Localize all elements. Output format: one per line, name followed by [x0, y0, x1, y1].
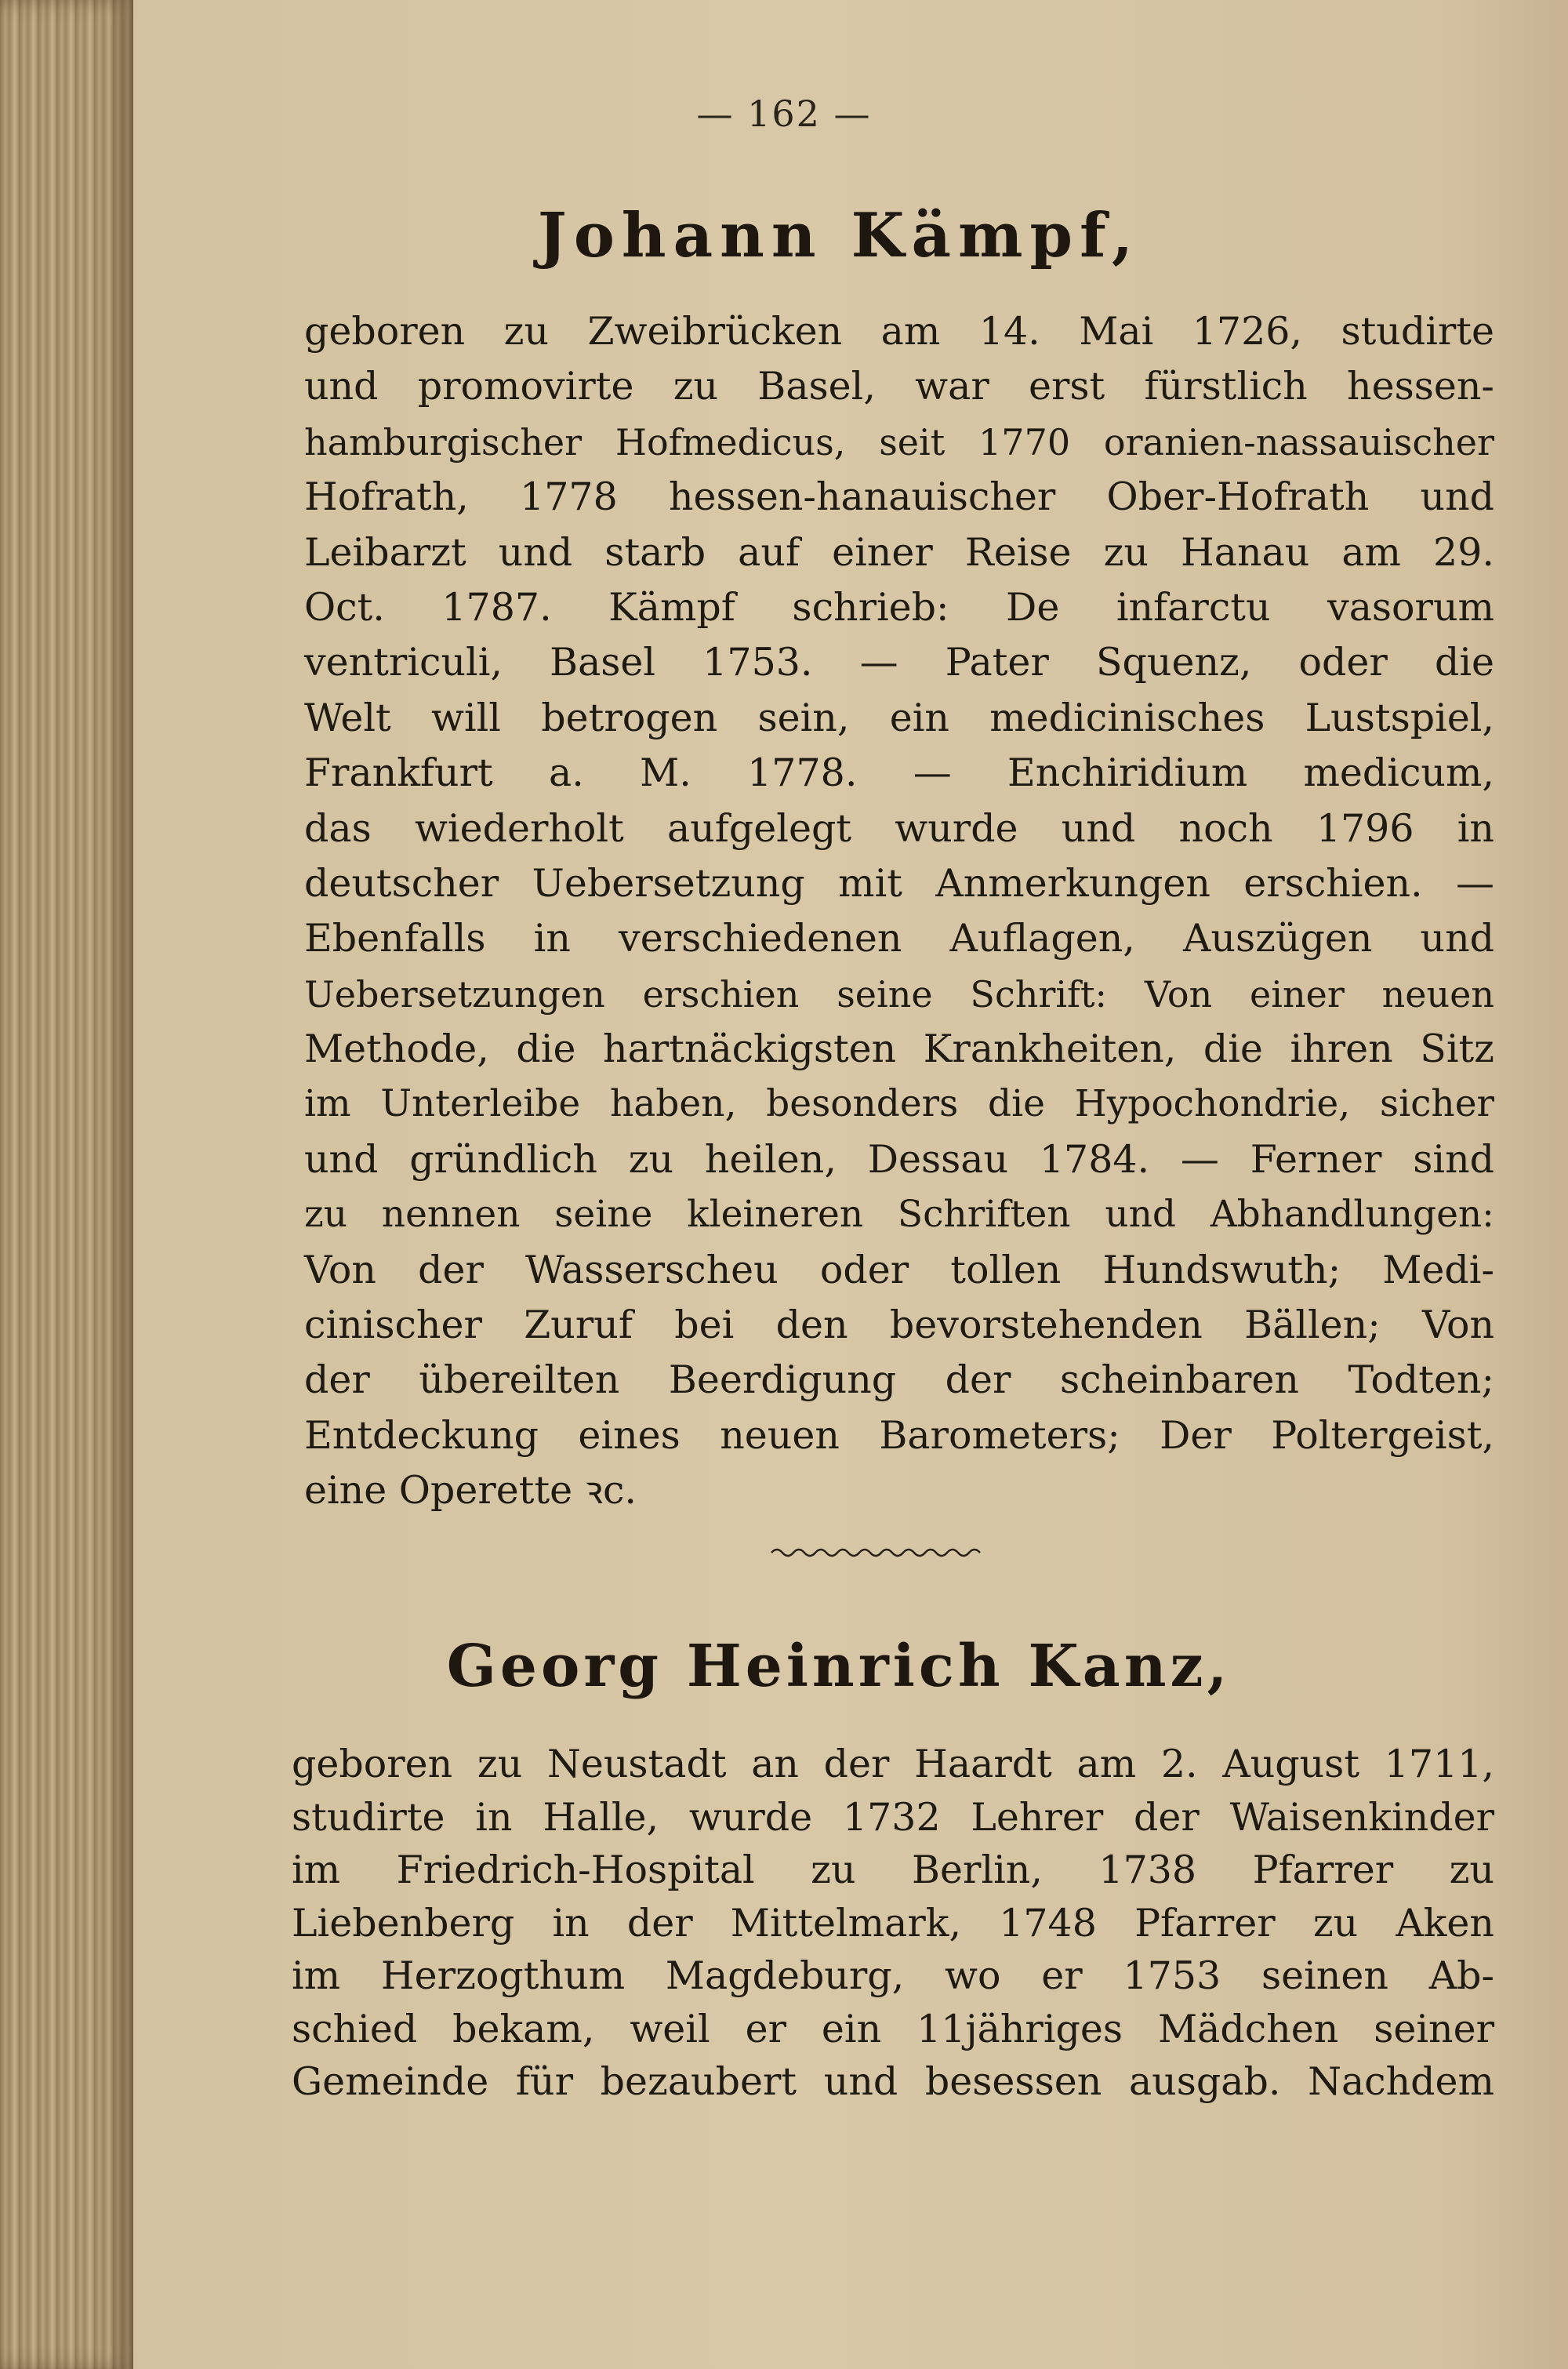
- entry-title-kaempf: Johann Kämpf,: [537, 200, 1141, 271]
- text-line: deutscher Uebersetzung mit Anmerkungen erschien. —: [304, 860, 1494, 906]
- entry-body-kaempf: [304, 304, 1494, 1519]
- text-line: Gemeinde für bezaubert und besessen ausgab. Nachdem: [292, 2059, 1494, 2104]
- text-line: zu nennen seine kleineren Schriften und Abhandlungen:: [304, 1193, 1494, 1237]
- text-line: Welt will betrogen sein, ein medicinisches Lustspiel,: [304, 695, 1494, 740]
- text-line: cinischer Zuruf bei den bevorstehenden Bällen; Von: [304, 1303, 1494, 1348]
- text-line: im Friedrich-Hospital zu Berlin, 1738 Pfarrer zu: [292, 1848, 1494, 1892]
- book-binding-edge: [0, 0, 133, 2369]
- entry-title-kanz: Georg Heinrich Kanz,: [446, 1633, 1232, 1700]
- text-line: und promovirte zu Basel, war erst fürstlich hessen-: [304, 364, 1494, 409]
- text-line: Ebenfalls in verschiedenen Auflagen, Auszügen und: [304, 916, 1494, 961]
- text-line: Leibarzt und starb auf einer Reise zu Hanau am 29.: [304, 529, 1494, 575]
- text-line: Liebenberg in der Mittelmark, 1748 Pfarrer zu Aken: [292, 1900, 1494, 1946]
- text-line: im Unterleibe haben, besonders die Hypochondrie, sicher: [304, 1082, 1494, 1126]
- text-line: Entdeckung eines neuen Barometers; Der Poltergeist,: [304, 1412, 1494, 1458]
- page-number: — 162 —: [696, 93, 872, 135]
- section-divider-ornament: [768, 1543, 988, 1562]
- text-line: Von der Wasserscheu oder tollen Hundswuth; Medi-: [304, 1247, 1494, 1292]
- text-line: eine Operette ꝛc.: [304, 1468, 637, 1513]
- text-line: im Herzogthum Magdeburg, wo er 1753 seinen Ab-: [292, 1953, 1494, 1998]
- text-line: Methode, die hartnäckigsten Krankheiten, die ihren Sitz: [304, 1026, 1494, 1072]
- text-line: und gründlich zu heilen, Dessau 1784. — Ferner sind: [304, 1136, 1494, 1182]
- text-line: das wiederholt aufgelegt wurde und noch 1796 in: [304, 805, 1494, 851]
- text-line: geboren zu Zweibrücken am 14. Mai 1726, studirte: [304, 309, 1494, 354]
- text-line: ventriculi, Basel 1753. — Pater Squenz, oder die: [304, 640, 1494, 685]
- entry-body-kanz: [292, 1738, 1494, 2109]
- text-line: schied bekam, weil er ein 11jähriges Mädchen seiner: [292, 2006, 1494, 2051]
- text-line: Frankfurt a. M. 1778. — Enchiridium medicum,: [304, 750, 1494, 796]
- text-line: Uebersetzungen erschien seine Schrift: Von einer neuen: [304, 972, 1494, 1016]
- text-line: Hofrath, 1778 hessen-hanauischer Ober-Hofrath und: [304, 474, 1494, 520]
- text-line: der übereilten Beerdigung der scheinbaren Todten;: [304, 1357, 1494, 1403]
- text-line: hamburgischer Hofmedicus, seit 1770 oranien-nassauischer: [304, 420, 1494, 463]
- text-line: geboren zu Neustadt an der Haardt am 2. August 1711,: [292, 1742, 1494, 1786]
- text-line: studirte in Halle, wurde 1732 Lehrer der Waisenkinder: [292, 1794, 1494, 1840]
- text-line: Oct. 1787. Kämpf schrieb: De infarctu vasorum: [304, 584, 1494, 630]
